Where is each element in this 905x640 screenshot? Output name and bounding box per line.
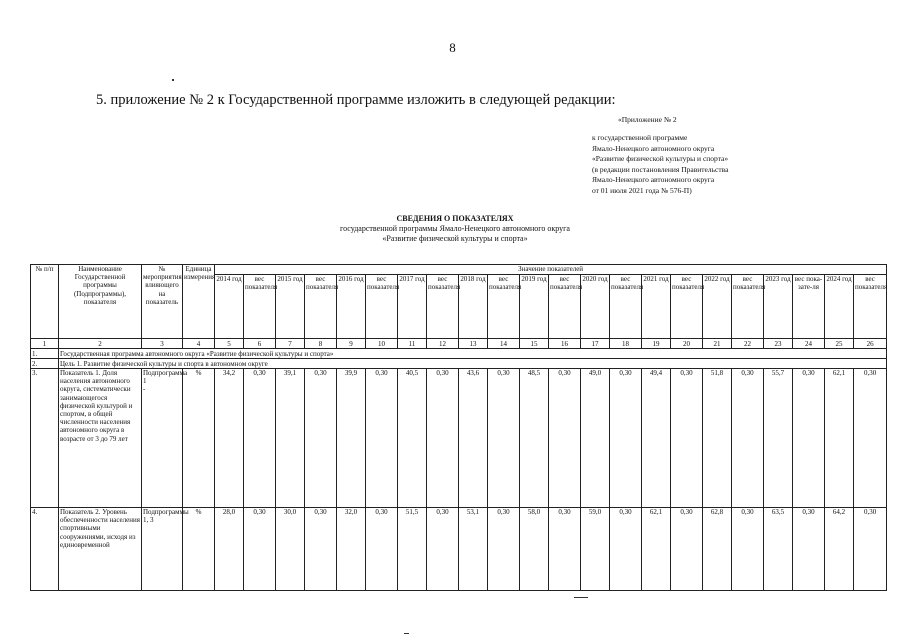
- indicator-weight: 0,30: [244, 369, 276, 508]
- indicator-value: 62,1: [642, 508, 671, 591]
- header-year: 2020 год: [581, 275, 610, 339]
- header-weight: вес показателя: [244, 275, 276, 339]
- header-unit: Единица измерения: [183, 265, 215, 339]
- section-title: Государственная программа автономного округа «Развитие физической культуры и спорта»: [59, 349, 887, 359]
- header-year: 2018 год: [459, 275, 488, 339]
- header-year: 2015 год: [276, 275, 305, 339]
- column-number: 22: [732, 339, 764, 349]
- indicator-value: 40,5: [398, 369, 427, 508]
- appendix-line: Ямало-Ненецкого автономного округа: [592, 175, 715, 184]
- indicator-weight: 0,30: [732, 508, 764, 591]
- appendix-reference: [592, 133, 728, 196]
- column-number: 5: [215, 339, 244, 349]
- indicator-name: Показатель 2. Уровень обеспеченности населения спортивными сооружениями, исходя из единовременной: [59, 508, 142, 591]
- header-year: 2014 год: [215, 275, 244, 339]
- column-number: 10: [366, 339, 398, 349]
- column-number: 20: [671, 339, 703, 349]
- column-number: 11: [398, 339, 427, 349]
- indicator-program: [142, 508, 189, 591]
- indicator-weight: 0,30: [793, 508, 825, 591]
- indicator-weight: 0,30: [305, 369, 337, 508]
- appendix-line: к государственной программе: [592, 133, 688, 142]
- indicator-weight: 0,30: [671, 369, 703, 508]
- indicator-weight: 0,30: [732, 369, 764, 508]
- indicator-value: 64,2: [825, 508, 854, 591]
- indicator-value: 59,0: [581, 508, 610, 591]
- header-weight: вес показателя: [671, 275, 703, 339]
- header-weight: вес показателя: [610, 275, 642, 339]
- column-number: 23: [764, 339, 793, 349]
- section-row: [31, 359, 887, 369]
- table-heading: [290, 214, 620, 244]
- column-number: 17: [581, 339, 610, 349]
- indicator-value: 51,8: [703, 369, 732, 508]
- indicator-value: 43,6: [459, 369, 488, 508]
- indicator-weight: 0,30: [366, 508, 398, 591]
- indicator-value: 39,9: [337, 369, 366, 508]
- header-year: 2022 год: [703, 275, 732, 339]
- heading-title: СВЕДЕНИЯ О ПОКАЗАТЕЛЯХ: [396, 214, 514, 223]
- header-weight: вес показателя: [305, 275, 337, 339]
- column-number: 24: [793, 339, 825, 349]
- indicator-weight: 0,30: [610, 369, 642, 508]
- program-text: Подпрограмма 1: [143, 369, 188, 386]
- section-title: Цель 1. Развитие физической культуры и спорта в автономном округе: [59, 359, 887, 369]
- indicator-unit: %: [183, 369, 215, 508]
- indicator-value: 62,8: [703, 508, 732, 591]
- column-number: 9: [337, 339, 366, 349]
- column-number: 16: [549, 339, 581, 349]
- section-row: [31, 349, 887, 359]
- indicator-num: 3.: [31, 369, 59, 508]
- indicator-weight: 0,30: [488, 369, 520, 508]
- header-year: 2016 год: [337, 275, 366, 339]
- indicator-value: 30,0: [276, 508, 305, 591]
- indicator-row: [31, 369, 887, 508]
- scan-mark: [574, 597, 588, 598]
- indicator-value: 48,5: [520, 369, 549, 508]
- appendix-tag: «Приложение № 2: [618, 115, 677, 124]
- header-year: 2019 год: [520, 275, 549, 339]
- header-year: 2021 год: [642, 275, 671, 339]
- header-weight: вес показателя: [488, 275, 520, 339]
- indicator-value: 49,0: [581, 369, 610, 508]
- header-weight: вес пока-зате-ля: [793, 275, 825, 339]
- heading-subtitle: государственной программы Ямало-Ненецкого автономного округа: [340, 224, 570, 233]
- header-num: № п/п: [31, 265, 59, 339]
- header-measure: № мероприятия, влияющего на показатель: [142, 265, 183, 339]
- appendix-line: (в редакции постановления Правительства: [592, 164, 729, 174]
- column-number: 12: [427, 339, 459, 349]
- column-number: 8: [305, 339, 337, 349]
- header-weight: вес показателя: [732, 275, 764, 339]
- heading-program-name: «Развитие физической культуры и спорта»: [382, 234, 528, 243]
- header-weight: вес показателя: [366, 275, 398, 339]
- column-number: 21: [703, 339, 732, 349]
- appendix-line: «Развитие физической культуры и спорта»: [592, 154, 729, 163]
- column-number: 25: [825, 339, 854, 349]
- header-year: 2023 год: [764, 275, 793, 339]
- indicator-value: 32,0: [337, 508, 366, 591]
- column-number: 18: [610, 339, 642, 349]
- indicator-name: Показатель 1. Доля населения автономного округа, систематически занимающегося физической культурой и спортом, в общей численности населения автономного округа в возрасте от 3 до 79 лет: [59, 369, 142, 508]
- column-numbers-row: [31, 339, 887, 349]
- scan-mark: [172, 79, 174, 81]
- indicator-value: 63,5: [764, 508, 793, 591]
- indicator-weight: 0,30: [549, 508, 581, 591]
- column-number: 2: [59, 339, 142, 349]
- column-number: 19: [642, 339, 671, 349]
- column-number: 1: [31, 339, 59, 349]
- indicator-value: 28,0: [215, 508, 244, 591]
- indicators-table: [30, 264, 887, 591]
- header-weight: вес показателя: [427, 275, 459, 339]
- program-extra: -: [143, 385, 146, 394]
- indicator-weight: 0,30: [427, 369, 459, 508]
- section-num: 2.: [31, 359, 59, 369]
- indicator-row: [31, 508, 887, 591]
- indicator-weight: 0,30: [366, 369, 398, 508]
- indicator-weight: 0,30: [793, 369, 825, 508]
- header-year: 2017 год: [398, 275, 427, 339]
- indicator-value: 51,5: [398, 508, 427, 591]
- column-number: 3: [142, 339, 183, 349]
- header-name: Наименование Государственной программы (Подпрограммы), показателя: [59, 265, 142, 339]
- indicator-weight: 0,30: [488, 508, 520, 591]
- header-weight: вес показателя: [549, 275, 581, 339]
- column-number: 6: [244, 339, 276, 349]
- header-year: 2024 год: [825, 275, 854, 339]
- column-number: 15: [520, 339, 549, 349]
- column-number: 4: [183, 339, 215, 349]
- indicator-value: 39,1: [276, 369, 305, 508]
- indicator-value: 49,4: [642, 369, 671, 508]
- indicator-value: 62,1: [825, 369, 854, 508]
- column-number: 14: [488, 339, 520, 349]
- scan-mark: [404, 633, 409, 634]
- header-weight: вес показателя: [854, 275, 887, 339]
- indicator-unit: %: [183, 508, 215, 591]
- indicator-weight: 0,30: [549, 369, 581, 508]
- indicator-value: 53,1: [459, 508, 488, 591]
- indicator-weight: 0,30: [854, 369, 887, 508]
- page-number: 8: [449, 40, 456, 55]
- indicator-num: 4.: [31, 508, 59, 591]
- indicator-weight: 0,30: [244, 508, 276, 591]
- indicator-weight: 0,30: [854, 508, 887, 591]
- indicator-weight: 0,30: [671, 508, 703, 591]
- indicator-weight: 0,30: [427, 508, 459, 591]
- section-num: 1.: [31, 349, 59, 359]
- indicator-value: 55,7: [764, 369, 793, 508]
- appendix-line: Ямало-Ненецкого автономного округа: [592, 143, 715, 153]
- indicator-weight: 0,30: [610, 508, 642, 591]
- indicator-program: [142, 369, 188, 508]
- amendment-instruction: 5. приложение № 2 к Государственной программе изложить в следующей редакции:: [96, 92, 616, 108]
- program-text: Подпрограммы 1, 3: [143, 508, 189, 525]
- indicator-weight: 0,30: [305, 508, 337, 591]
- column-number: 7: [276, 339, 305, 349]
- column-number: 26: [854, 339, 887, 349]
- appendix-line: от 01 июля 2021 года № 576-П): [592, 185, 692, 195]
- indicator-value: 34,2: [215, 369, 244, 508]
- indicator-value: 58,0: [520, 508, 549, 591]
- header-values-group: Значение показателей: [215, 265, 887, 275]
- column-number: 13: [459, 339, 488, 349]
